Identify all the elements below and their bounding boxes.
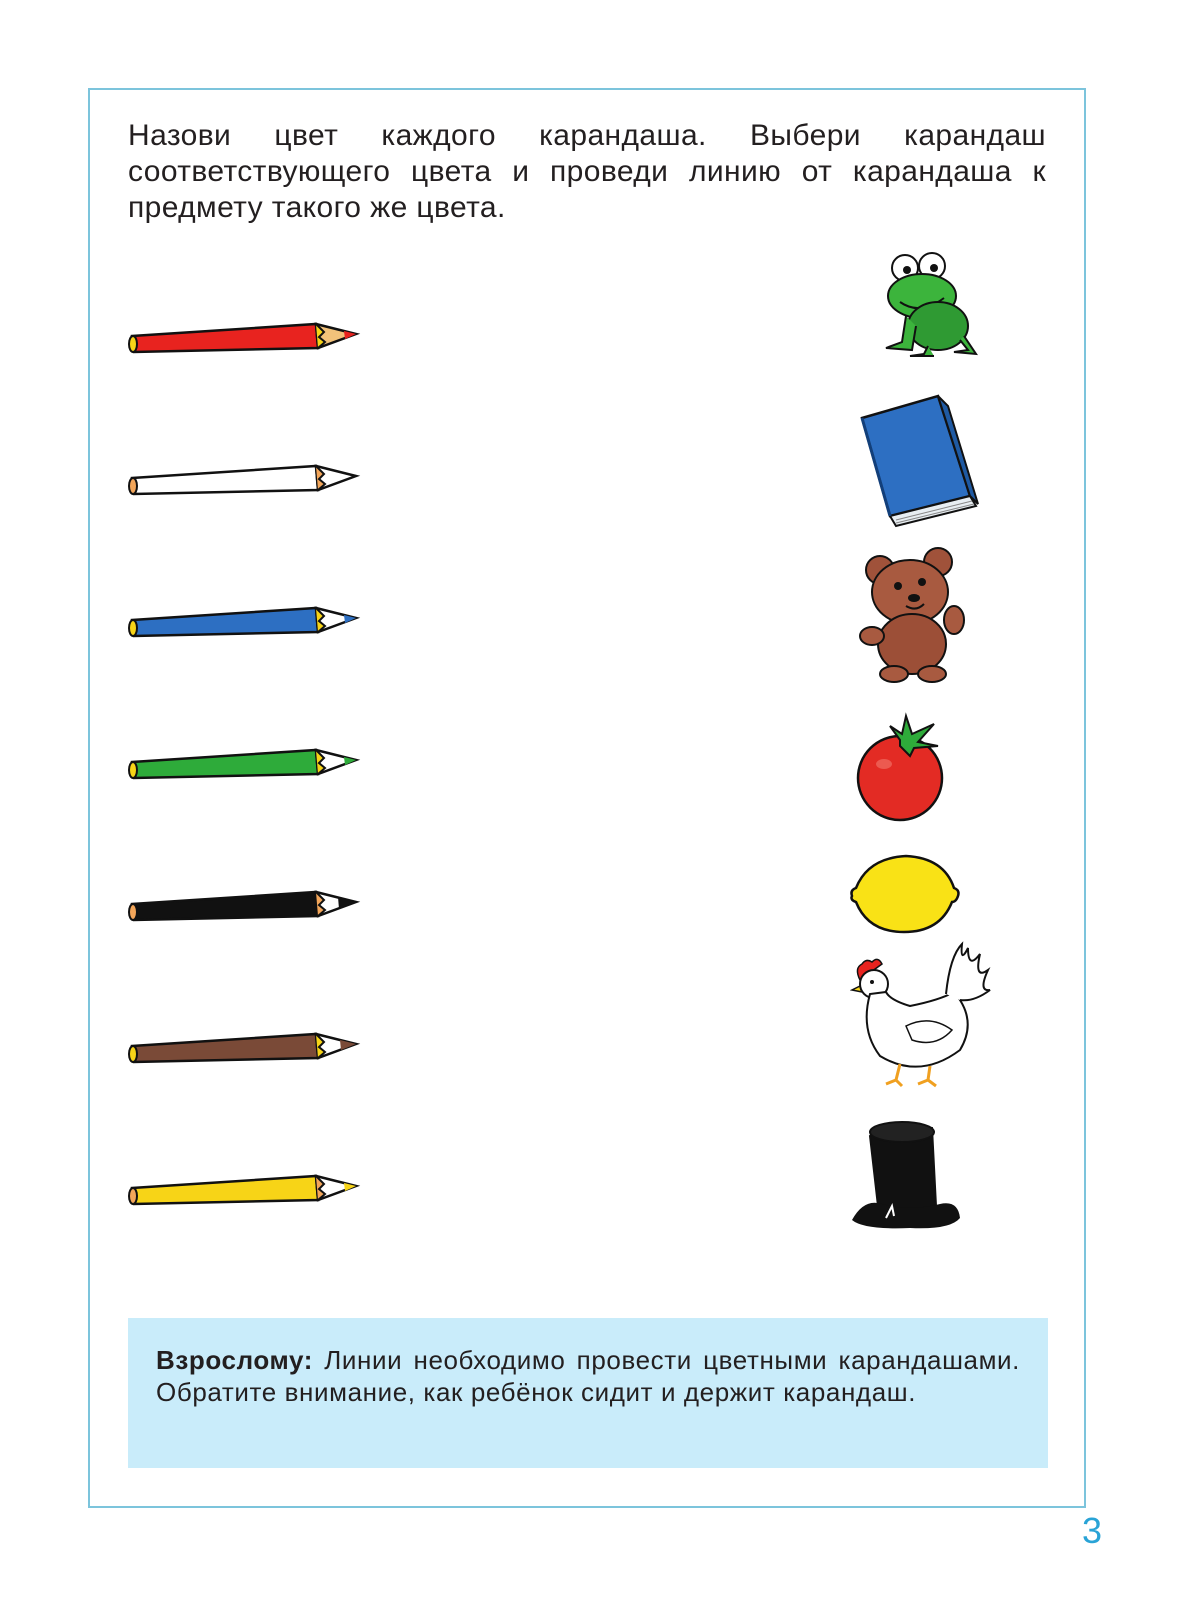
book-icon[interactable] bbox=[850, 388, 1000, 538]
pencil-blue[interactable] bbox=[126, 594, 366, 638]
frog-icon[interactable] bbox=[850, 246, 1000, 396]
pencil-black[interactable] bbox=[126, 878, 366, 922]
adult-note bbox=[128, 1318, 1048, 1468]
pencil-brown[interactable] bbox=[126, 1020, 366, 1064]
bear-icon[interactable] bbox=[850, 540, 1000, 690]
note-text: Линии необходимо провести цветными карандашами. Обратите внимание, как ребёнок сидит и держит карандаш. bbox=[156, 1345, 1021, 1407]
hen-icon[interactable] bbox=[850, 940, 1000, 1090]
pencil-red[interactable] bbox=[126, 310, 366, 354]
page-number: 3 bbox=[1082, 1510, 1103, 1551]
task-instruction: Назови цвет каждого карандаша. Выбери карандаш соответствующего цвета и проведи линию от карандаша к предмету такого же цвета. bbox=[128, 119, 1046, 224]
pencil-yellow[interactable] bbox=[126, 1162, 366, 1206]
note-label: Взрослому: bbox=[156, 1345, 313, 1375]
pencil-green[interactable] bbox=[126, 736, 366, 780]
top-hat-icon[interactable] bbox=[850, 1106, 1000, 1256]
tomato-icon[interactable] bbox=[850, 698, 1000, 848]
pencil-white[interactable] bbox=[126, 452, 366, 496]
